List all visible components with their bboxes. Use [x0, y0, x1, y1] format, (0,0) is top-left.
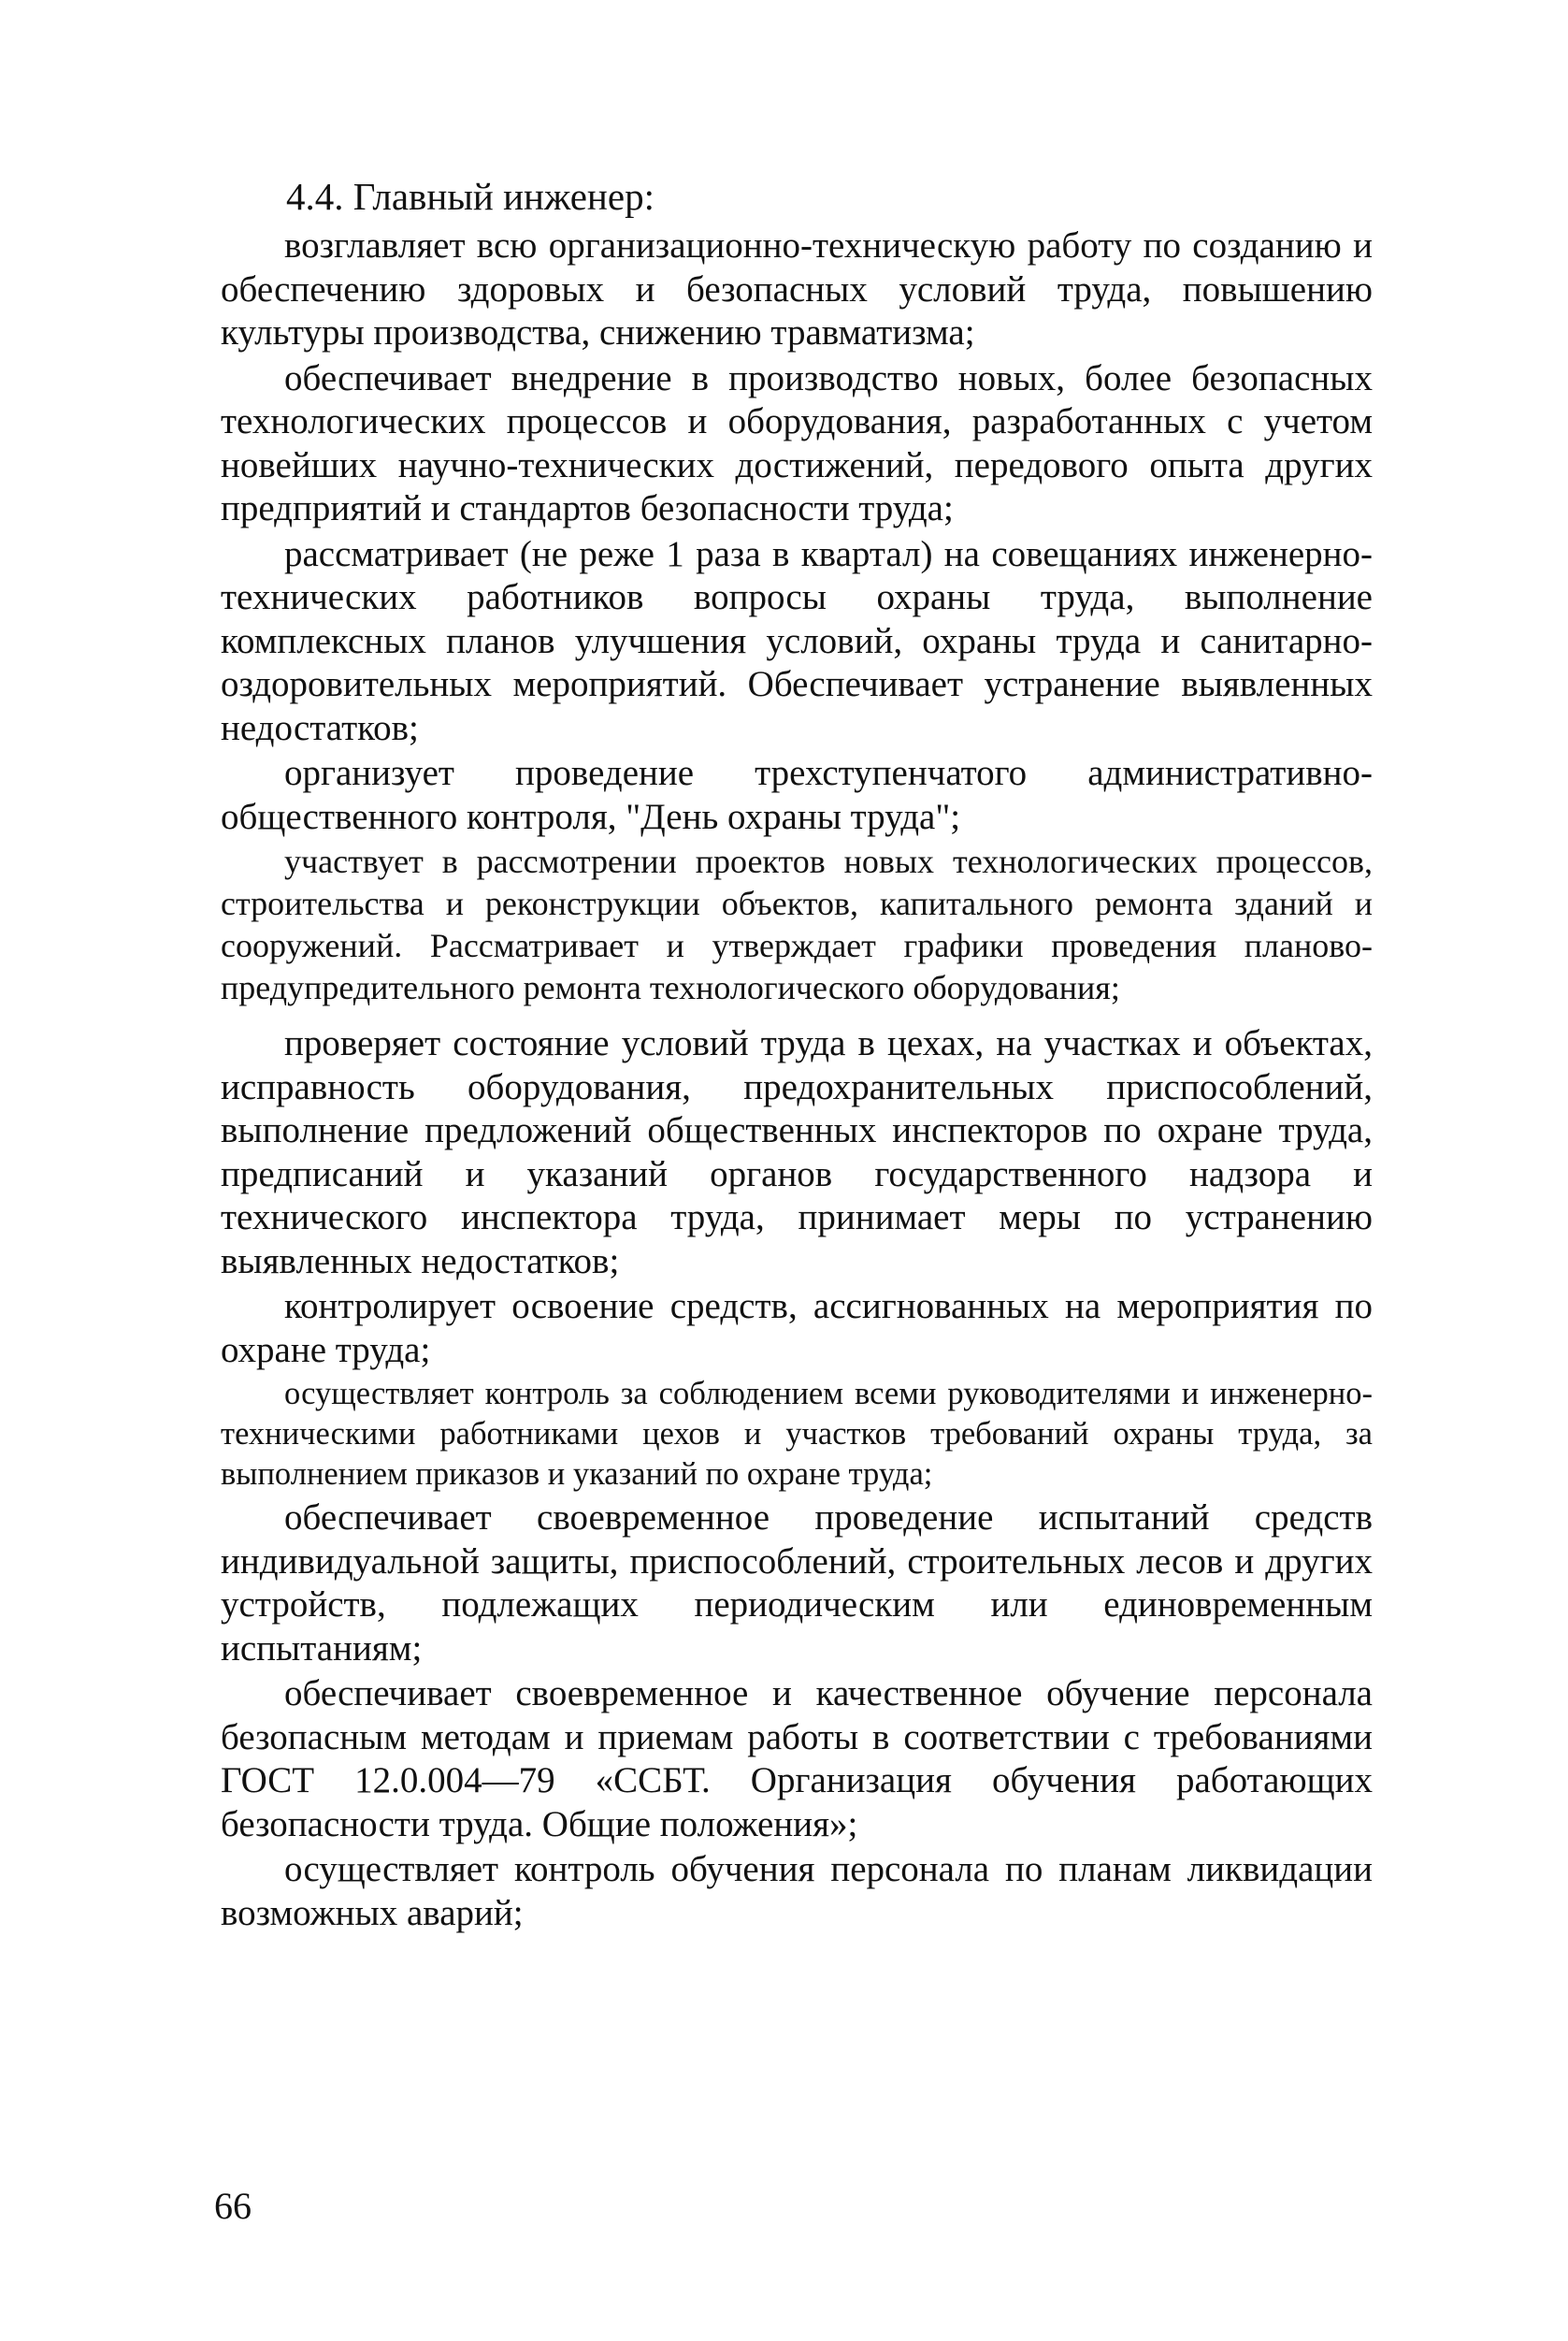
paragraph-11: осуществляет контроль обучения персонала по планам ликвидации возможных аварий;: [221, 1849, 1373, 1933]
paragraph-1: возглавляет всю организационно-техническую работу по созданию и обеспечению здоровых и безопасных условий труда, повышению культуры производства, снижению травматизма;: [221, 225, 1373, 353]
paragraph-6: проверяет состояние условий труда в цехах, на участках и объектах, исправность оборудования, предохранительных приспособлений, выполнение предложений общественных инспекторов по охране труда, предписаний и указаний органов государственного надзора и технического инспектора труда, принимает меры по устранению выявленных недостатков;: [221, 1023, 1373, 1281]
paragraph-10: обеспечивает своевременное и качественное обучение персонала безопасным методам и приемам работы в соответствии с требованиями ГОСТ 12.0.004—79 «ССБТ. Организация обучения работающих безопасности труда. Общие положения»;: [221, 1673, 1373, 1844]
paragraph-9: обеспечивает своевременное проведение испытаний средств индивидуальной защиты, приспособлений, строительных лесов и других устройств, подлежащих периодическим или единовременным испытаниям;: [221, 1497, 1373, 1669]
paragraph-4: организует проведение трехступенчатого административно-общественного контроля, "День охраны труда";: [221, 753, 1373, 837]
page-number: 66: [214, 2185, 252, 2227]
paragraph-7: контролирует освоение средств, ассигнованных на мероприятия по охране труда;: [221, 1286, 1373, 1370]
paragraph-3: рассматривает (не реже 1 раза в квартал) на совещаниях инженерно-технических работников вопросы охраны труда, выполнение комплексных планов улучшения условий, охраны труда и санитарно-оздоровительных мероприятий. Обеспечивает устранение выявленных недостатков;: [221, 533, 1373, 748]
paragraph-5: участвует в рассмотрении проектов новых технологических процессов, строительства и реконструкции объектов, капитального ремонта зданий и сооружений. Рассматривает и утверждает графики проведения планово-предупредительного ремонта технологического оборудования;: [221, 843, 1373, 1006]
paragraph-8: осуществляет контроль за соблюдением всеми руководителями и инженерно-техническими работниками цехов и участков требований охраны труда, за выполнением приказов и указаний по охране труда;: [221, 1376, 1373, 1492]
paragraph-2: обеспечивает внедрение в производство новых, более безопасных технологических процессов и оборудования, разработанных с учетом новейших научно-технических достижений, передового опыта других предприятий и стандартов безопасности труда;: [221, 357, 1373, 528]
section-heading: 4.4. Главный инженер:: [286, 175, 655, 218]
document-body: [221, 174, 1373, 1937]
